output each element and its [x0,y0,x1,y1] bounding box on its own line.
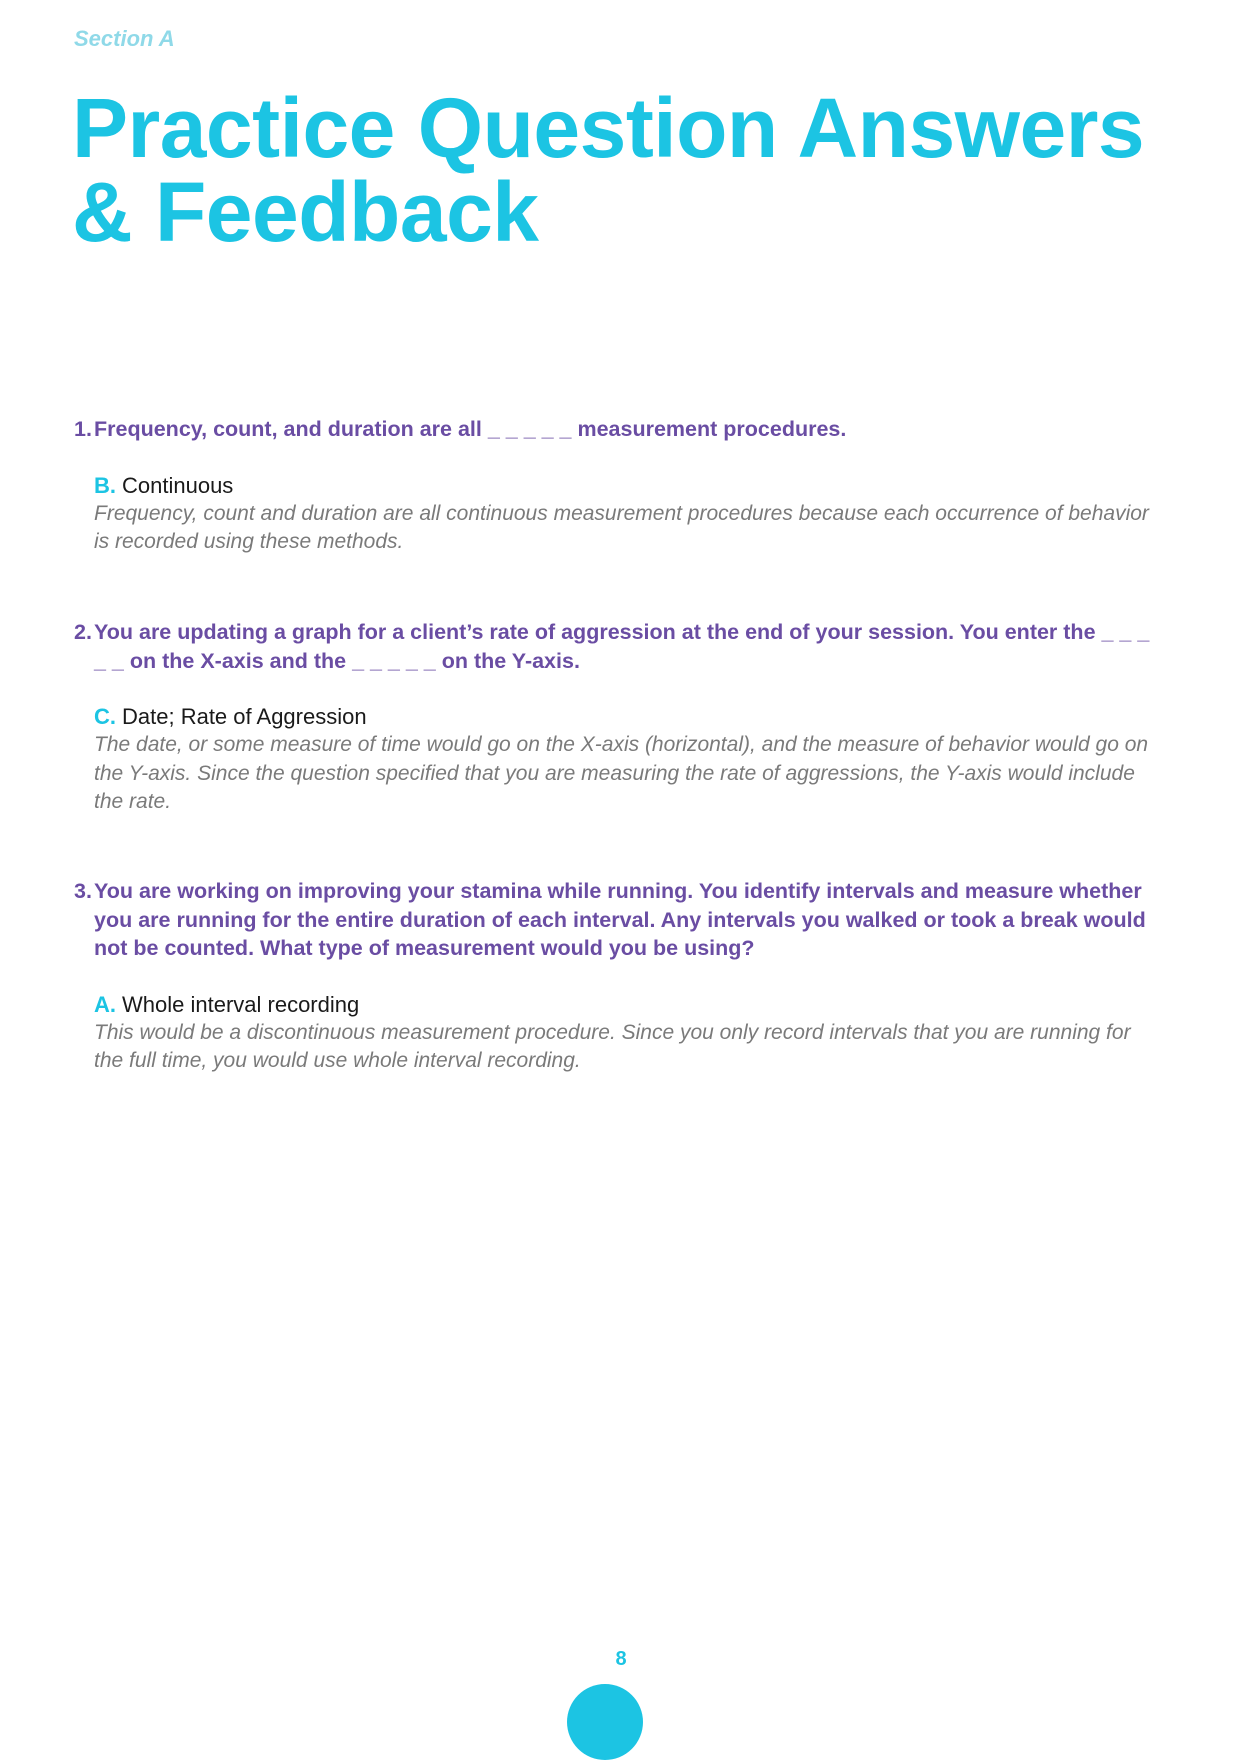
answer-letter: C. [94,704,116,729]
feedback-text: Frequency, count and duration are all continuous measurement procedures because each occurrence of behavior is recorded using these methods. [94,501,1149,553]
page-tab-circle [567,1684,643,1760]
answer [94,991,1154,1076]
answer-line [94,472,1154,500]
page-number: 8 [615,1648,627,1670]
question-text: You are working on improving your stamina while running. You identify intervals and measure whether you are running for the entire duration of each interval. Any intervals you walked or took a break would not be counted. What type of measurement would you be using? [94,879,1146,960]
question [74,618,1154,675]
question-text: Frequency, count, and duration are all _ _ _ _ _ measurement procedures. [94,417,847,441]
section-label: Section A [74,26,175,51]
answer [94,472,1154,557]
qa-item [74,415,1154,557]
question [74,877,1154,963]
question-number: 3. [74,879,92,903]
answer [94,703,1154,817]
answer-text: Continuous [122,472,234,498]
feedback-text: The date, or some measure of time would go on the X-axis (horizontal), and the measure of behavior would go on the Y-axis. Since the question specified that you are measuring the rate of aggressions, the Y-axis would include the rate. [94,733,1149,813]
answer-line [94,991,1154,1019]
qa-item [74,618,1154,817]
feedback-text: This would be a discontinuous measurement procedure. Since you only record intervals that you are running for the full time, you would use whole interval recording. [94,1020,1131,1072]
page-title: Practice Question Answers & Feedback [72,81,1145,259]
answer-text: Whole interval recording [122,991,360,1017]
question-number: 2. [74,620,92,644]
answer-text: Date; Rate of Aggression [122,704,367,729]
qa-item [74,877,1154,1076]
answer-letter: A. [94,991,116,1017]
question [74,415,1154,444]
answer-letter: B. [94,472,116,498]
question-text: You are updating a graph for a client’s rate of aggression at the end of your session. You enter the _ _ _ _ _ on the X-axis and the _ _ _ _ _ on the Y-axis. [94,620,1150,673]
question-number: 1. [74,417,92,441]
answer-line [94,703,1154,731]
